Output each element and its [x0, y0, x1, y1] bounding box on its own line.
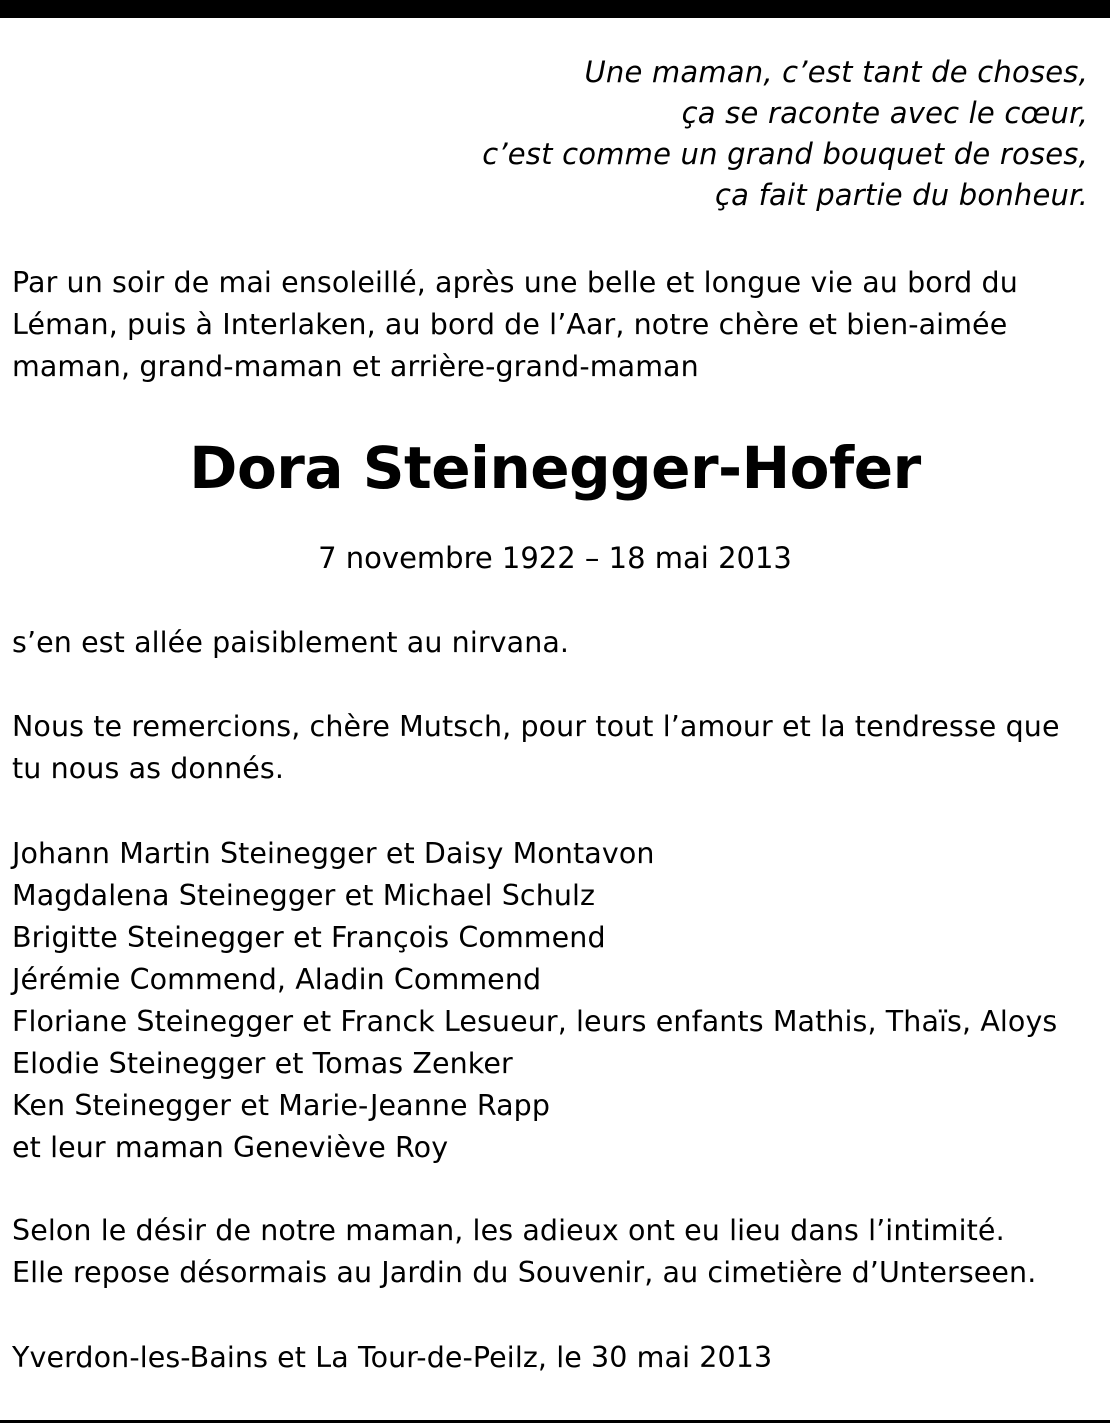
passing-line: s’en est allée paisiblement au nirvana. [12, 626, 570, 659]
family-member: Johann Martin Steinegger et Daisy Montavon [12, 837, 655, 870]
thanks-line: tu nous as donnés. [12, 752, 285, 785]
family-member: Ken Steinegger et Marie-Jeanne Rapp [12, 1089, 551, 1122]
family-member: Magdalena Steinegger et Michael Schulz [12, 879, 596, 912]
top-border-rule [0, 0, 1110, 18]
intro-line: Léman, puis à Interlaken, au bord de l’Aar, notre chère et bien-aimée [12, 308, 1008, 341]
closing-paragraph [12, 1210, 1102, 1294]
intro-line: Par un soir de mai ensoleillé, après une belle et longue vie au bord du [12, 266, 1018, 299]
family-member: Jérémie Commend, Aladin Commend [12, 963, 542, 996]
thanks-paragraph [12, 706, 1102, 790]
family-member: Floriane Steinegger et Franck Lesueur, leurs enfants Mathis, Thaïs, Aloys [12, 1005, 1058, 1038]
intro-line: maman, grand-maman et arrière-grand-maman [12, 350, 699, 383]
family-member: Brigitte Steinegger et François Commend [12, 921, 606, 954]
closing-line: Elle repose désormais au Jardin du Souvenir, au cimetière d’Unterseen. [12, 1256, 1037, 1289]
family-member: et leur maman Geneviève Roy [12, 1131, 449, 1164]
intro-paragraph [12, 262, 1102, 388]
poem-line: c’est comme un grand bouquet de roses, [482, 137, 1088, 171]
place-and-date [12, 1337, 1102, 1379]
deceased-name: Dora Steinegger-Hofer [189, 434, 921, 502]
family-list [12, 833, 1102, 1169]
bottom-border-rule [0, 1420, 1110, 1423]
passing-paragraph [12, 622, 1102, 664]
poem-line: ça se raconte avec le cœur, [681, 96, 1088, 130]
thanks-line: Nous te remercions, chère Mutsch, pour tout l’amour et la tendresse que [12, 710, 1060, 743]
life-dates: 7 novembre 1922 – 18 mai 2013 [318, 541, 792, 575]
signoff-line: Yverdon-les-Bains et La Tour-de-Peilz, le 30 mai 2013 [12, 1341, 773, 1374]
poem-verse [188, 52, 1088, 216]
family-member: Elodie Steinegger et Tomas Zenker [12, 1047, 513, 1080]
poem-line: ça fait partie du bonheur. [715, 178, 1088, 212]
closing-line: Selon le désir de notre maman, les adieux ont eu lieu dans l’intimité. [12, 1214, 1005, 1247]
poem-line: Une maman, c’est tant de choses, [584, 55, 1088, 89]
